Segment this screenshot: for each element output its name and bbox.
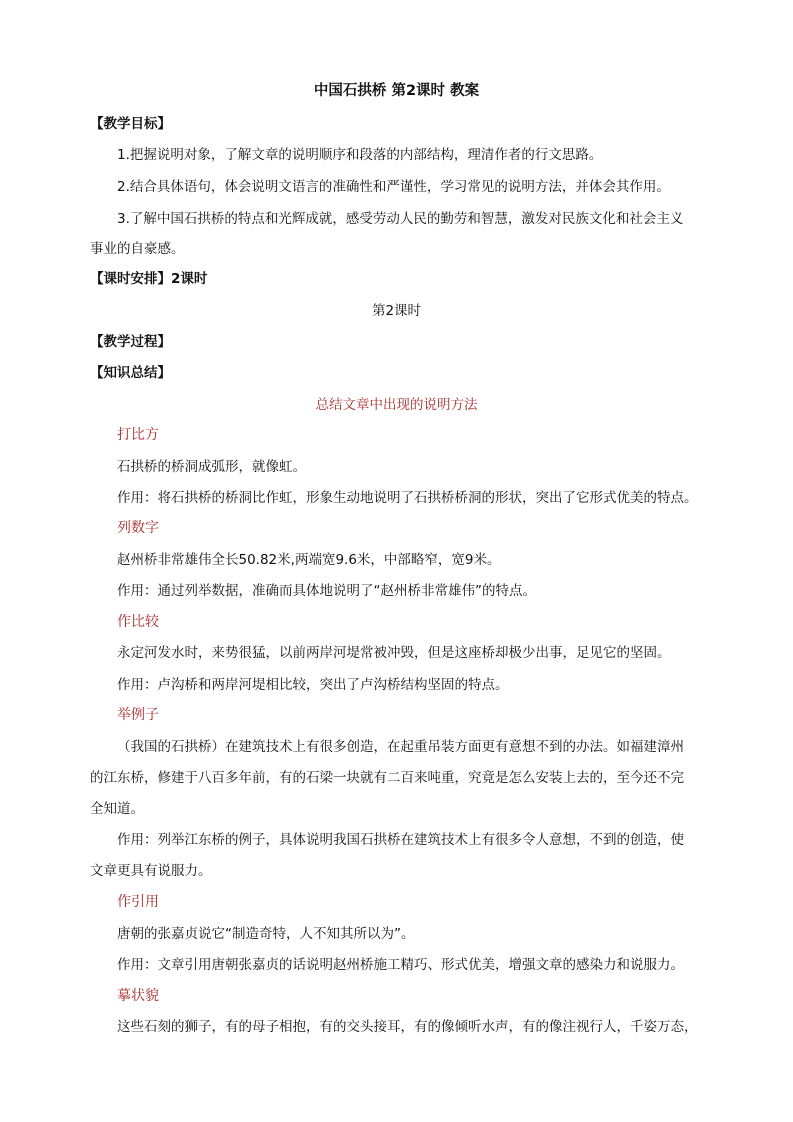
method-heading-numbers: 列数字 <box>117 520 159 536</box>
section-heading-schedule: 【课时安排】2课时 <box>90 271 208 287</box>
document-title: 中国石拱桥 第2课时 教案 <box>313 83 480 99</box>
summary-subtitle: 总结文章中出现的说明方法 <box>315 397 478 413</box>
method-heading-quotation: 作引用 <box>117 894 159 910</box>
method-effect-examples-line-1: 作用：列举江东桥的例子，具体说明我国石拱桥在建筑技术上有很多令人意想，不到的创造，使 <box>117 832 684 848</box>
method-heading-examples: 举例子 <box>117 707 159 723</box>
section-heading-goals: 【教学目标】 <box>90 116 171 132</box>
method-example-comparison: 永定河发水时，来势很猛，以前两岸河堤常被冲毁，但是这座桥却极少出事，足见它的坚固。 <box>117 645 671 661</box>
method-example-examples-line-1: （我国的石拱桥）在建筑技术上有很多创造，在起重吊装方面更有意想不到的办法。如福建漳州 <box>117 739 684 755</box>
method-effect-metaphor: 作用：将石拱桥的桥洞比作虹，形象生动地说明了石拱桥桥洞的形状，突出了它形式优美的特点。 <box>117 490 698 506</box>
section-heading-summary: 【知识总结】 <box>90 365 171 381</box>
method-example-numbers: 赵州桥非常雄伟全长50.82米,两端宽9.6米，中部略窄，宽9米。 <box>117 552 501 568</box>
method-heading-metaphor: 打比方 <box>117 427 159 443</box>
goal-item-3-line-2: 事业的自豪感。 <box>90 241 185 257</box>
method-example-examples-line-3: 全知道。 <box>90 801 144 817</box>
method-example-metaphor: 石拱桥的桥洞成弧形，就像虹。 <box>117 459 306 475</box>
method-example-quotation: 唐朝的张嘉贞说它“制造奇特，人不知其所以为”。 <box>117 926 415 942</box>
lesson-label: 第2课时 <box>371 303 422 319</box>
method-example-examples-line-2: 的江东桥，修建于八百多年前，有的石梁一块就有二百来吨重，究竟是怎么安装上去的，至今还不完 <box>90 770 684 786</box>
goal-item-1: 1.把握说明对象，了解文章的说明顺序和段落的内部结构，理清作者的行文思路。 <box>117 147 603 163</box>
goal-item-3-line-1: 3.了解中国石拱桥的特点和光辉成就，感受劳动人民的勤劳和智慧，激发对民族文化和社会主义 <box>117 211 684 227</box>
method-effect-comparison: 作用：卢沟桥和两岸河堤相比较，突出了卢沟桥结构坚固的特点。 <box>117 677 509 693</box>
method-heading-description: 摹状貌 <box>117 988 159 1004</box>
method-effect-quotation: 作用：文章引用唐朝张嘉贞的话说明赵州桥施工精巧、形式优美，增强文章的感染力和说服力。 <box>117 957 684 973</box>
method-effect-examples-line-2: 文章更具有说服力。 <box>90 863 212 879</box>
method-heading-comparison: 作比较 <box>117 614 159 630</box>
section-heading-process: 【教学过程】 <box>90 334 171 350</box>
method-example-description: 这些石刻的狮子，有的母子相抱，有的交头接耳，有的像倾听水声，有的像注视行人，千姿万态， <box>117 1019 698 1035</box>
goal-item-2: 2.结合具体语句，体会说明文语言的准确性和严谨性，学习常见的说明方法，并体会其作用。 <box>117 179 670 195</box>
method-effect-numbers: 作用：通过列举数据，准确而具体地说明了“赵州桥非常雄伟”的特点。 <box>117 583 536 599</box>
